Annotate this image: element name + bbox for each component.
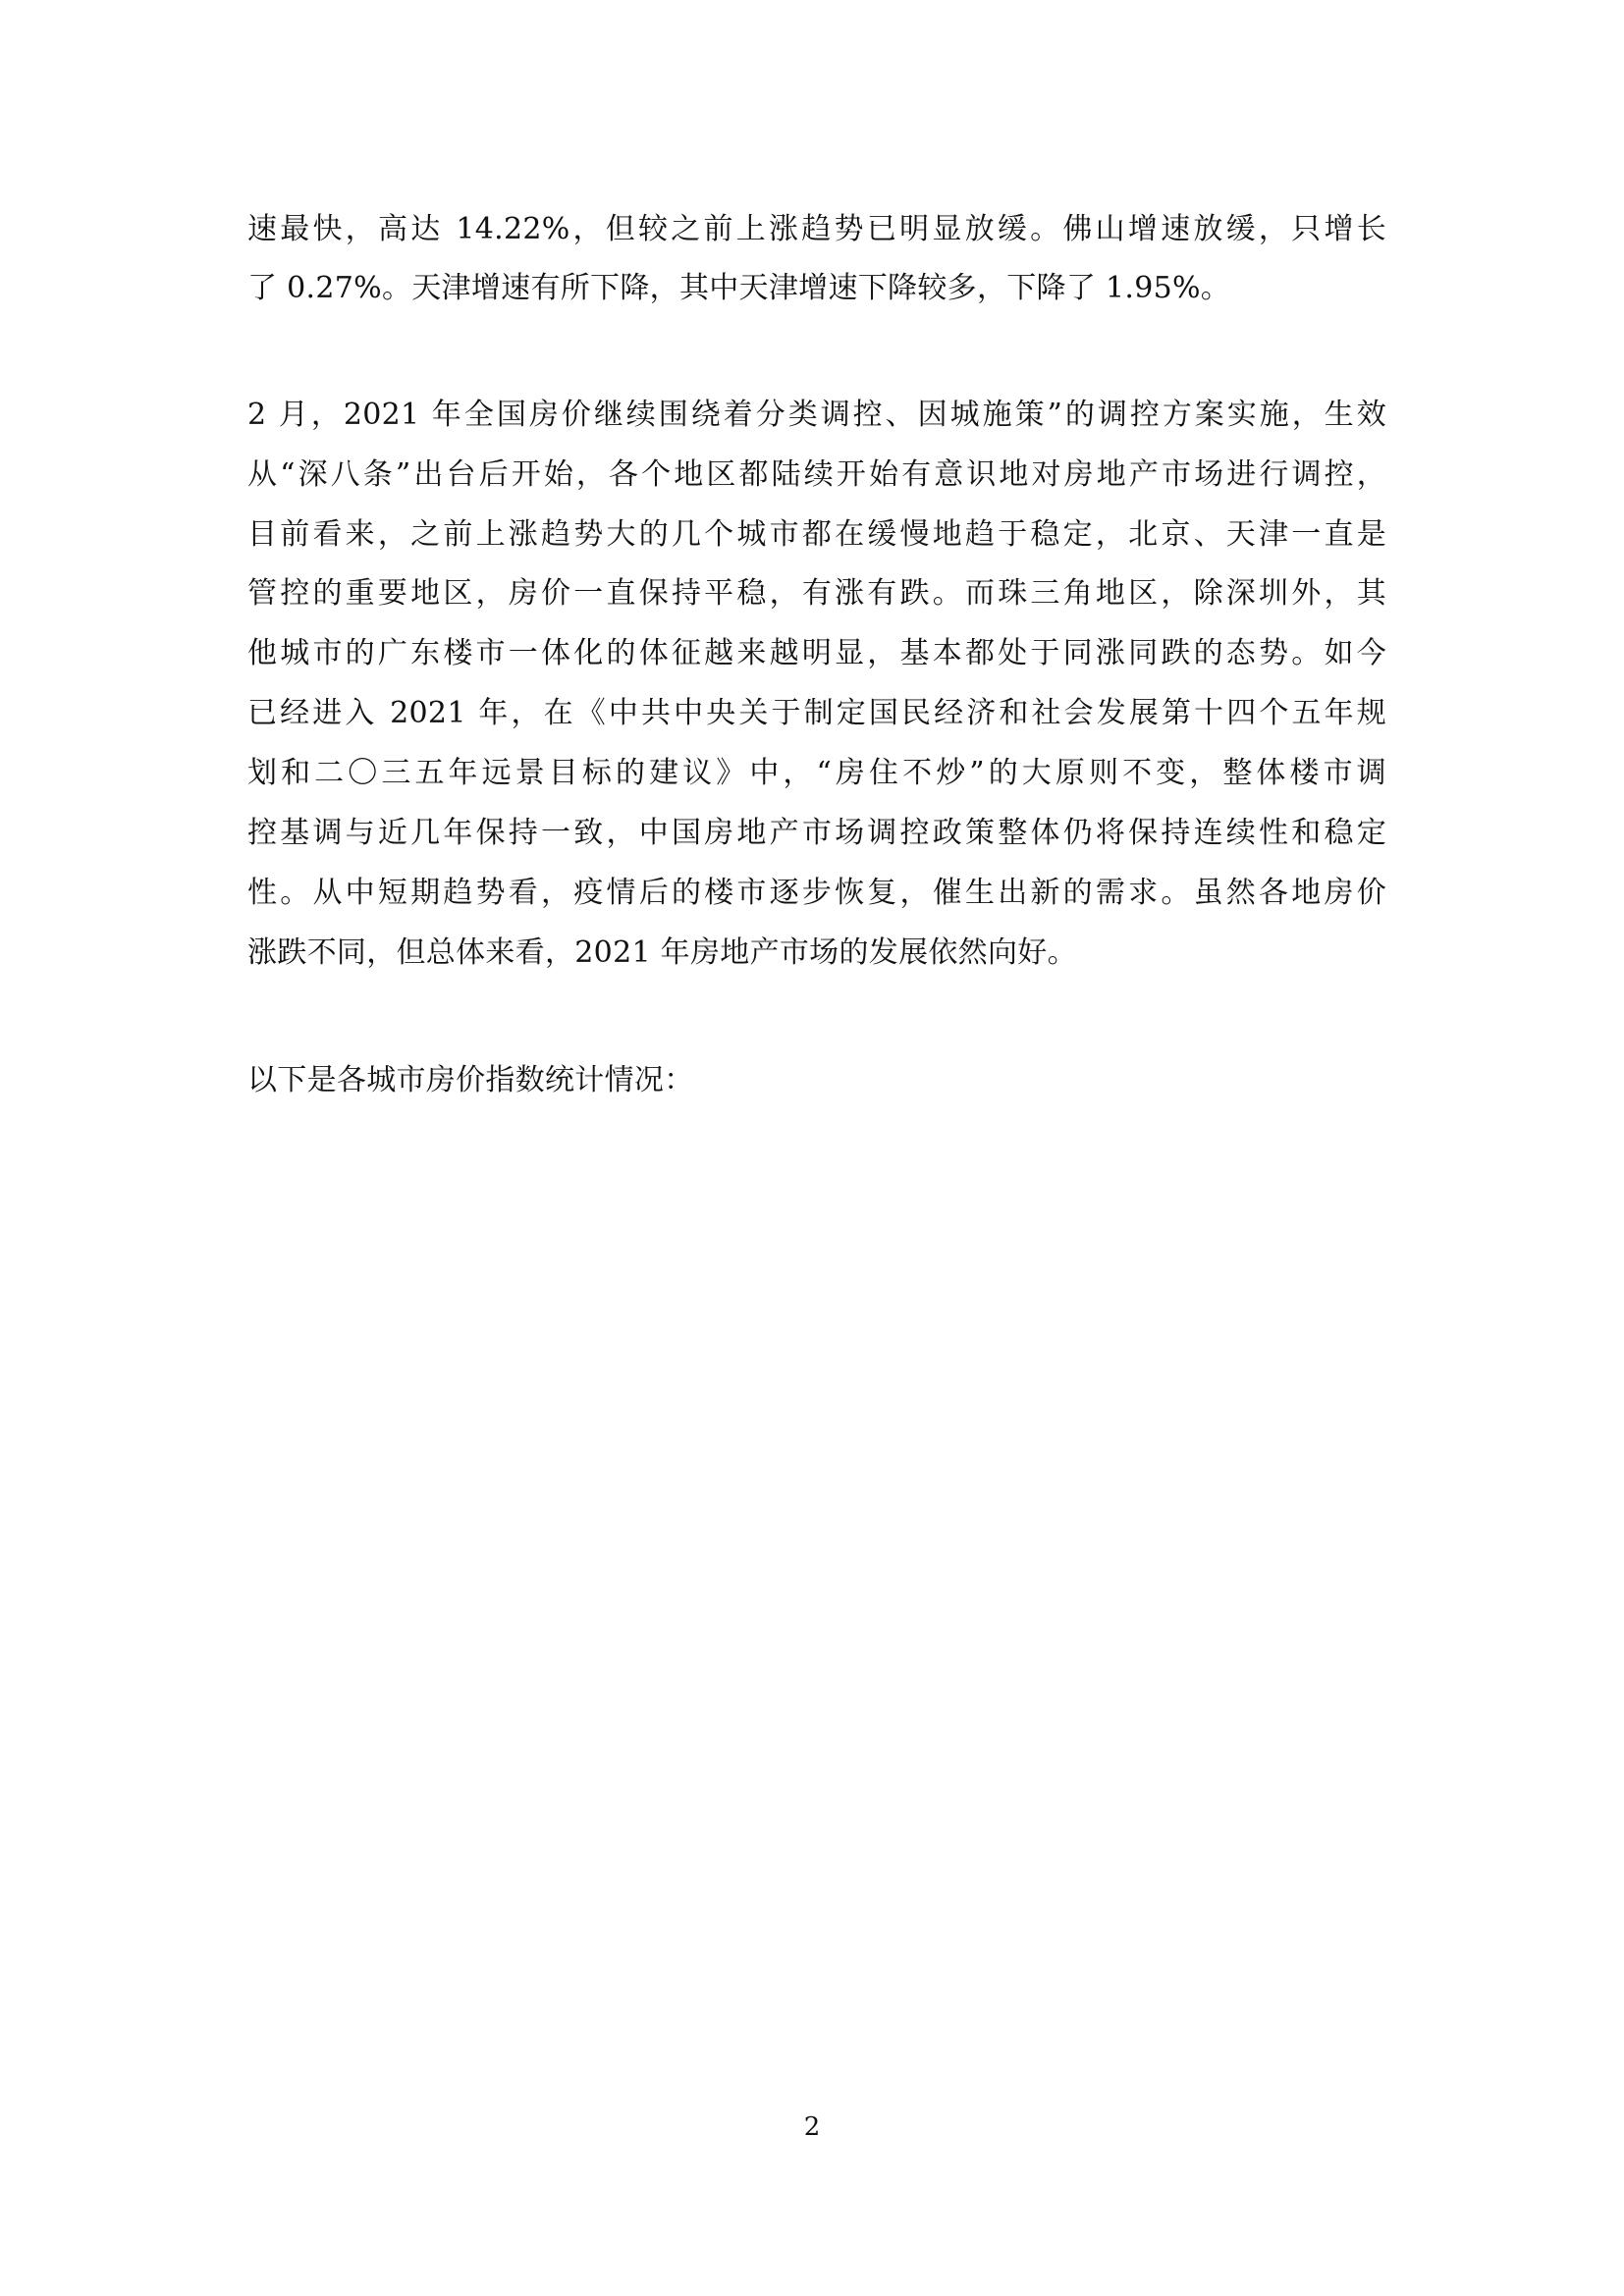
paragraph-1-line-1: 速最快，高达 14.22%，但较之前上涨趋势已明显放缓。佛山增速放缓，只增长 <box>247 212 1386 246</box>
page-number: 2 <box>803 2112 821 2142</box>
paragraph-2-line-1: 2 月，2021 年全国房价继续围绕着分类调控、因城施策”的调控方案实施，生效 <box>247 398 1386 432</box>
paragraph-2-line-9: 性。从中短期趋势看，疫情后的楼市逐步恢复，催生出新的需求。虽然各地房价 <box>247 876 1386 910</box>
paragraph-2-line-7: 划和二〇三五年远景目标的建议》中，“房住不炒”的大原则不变，整体楼市调 <box>247 756 1386 790</box>
paragraph-2-line-6: 已经进入 2021 年，在《中共中央关于制定国民经济和社会发展第十四个五年规 <box>247 696 1386 730</box>
paragraph-2-line-3: 目前看来，之前上涨趋势大的几个城市都在缓慢地趋于稳定，北京、天津一直是 <box>247 517 1386 552</box>
paragraph-2-line-4: 管控的重要地区，房价一直保持平稳，有涨有跌。而珠三角地区，除深圳外，其 <box>247 576 1386 611</box>
paragraph-1-line-2: 了 0.27%。天津增速有所下降，其中天津增速下降较多，下降了 1.95%。 <box>247 271 1231 305</box>
paragraph-2-line-10: 涨跌不同，但总体来看，2021 年房地产市场的发展依然向好。 <box>247 935 1077 970</box>
paragraph-3-line-1: 以下是各城市房价指数统计情况： <box>247 1063 694 1097</box>
paragraph-2-line-5: 他城市的广东楼市一体化的体征越来越明显，基本都处于同涨同跌的态势。如今 <box>247 636 1386 670</box>
paragraph-2-line-2: 从“深八条”出台后开始，各个地区都陆续开始有意识地对房地产市场进行调控， <box>247 457 1386 492</box>
paragraph-2-line-8: 控基调与近几年保持一致，中国房地产市场调控政策整体仍将保持连续性和稳定 <box>247 816 1386 850</box>
